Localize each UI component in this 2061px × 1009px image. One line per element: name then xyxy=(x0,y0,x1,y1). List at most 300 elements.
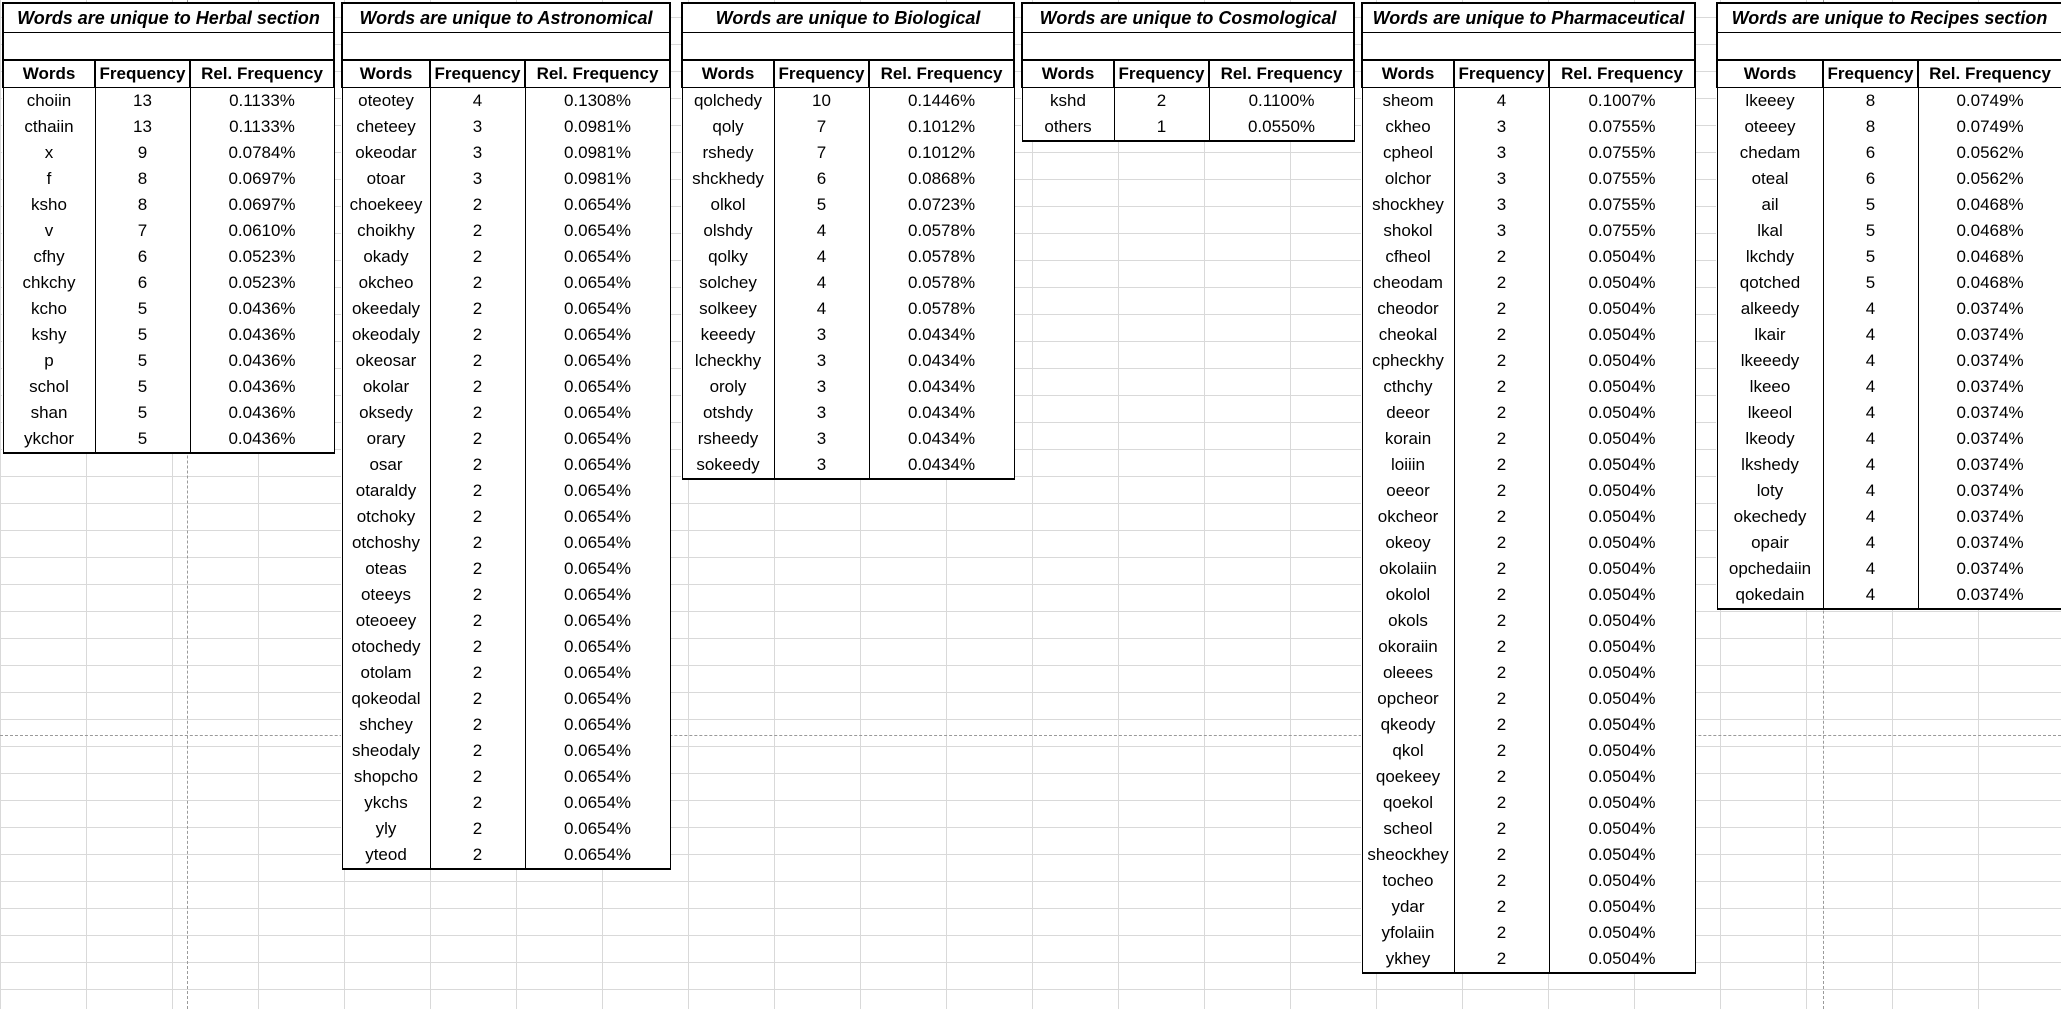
frequency-cell[interactable]: 2 xyxy=(430,192,525,218)
rel-frequency-cell[interactable]: 0.1308% xyxy=(525,88,670,115)
rel-frequency-cell[interactable]: 0.0654% xyxy=(525,478,670,504)
word-cell[interactable]: ckheo xyxy=(1362,114,1454,140)
frequency-cell[interactable]: 8 xyxy=(95,166,190,192)
word-cell[interactable]: oteeys xyxy=(342,582,430,608)
rel-frequency-cell[interactable]: 0.0436% xyxy=(190,296,334,322)
rel-frequency-cell[interactable]: 0.0504% xyxy=(1549,712,1695,738)
rel-frequency-cell[interactable]: 0.0504% xyxy=(1549,738,1695,764)
frequency-cell[interactable]: 10 xyxy=(774,88,869,115)
rel-frequency-cell[interactable]: 0.0374% xyxy=(1918,400,2061,426)
word-cell[interactable]: olchor xyxy=(1362,166,1454,192)
word-cell[interactable]: olkol xyxy=(682,192,774,218)
rel-frequency-cell[interactable]: 0.0504% xyxy=(1549,504,1695,530)
word-cell[interactable]: kcho xyxy=(3,296,95,322)
frequency-cell[interactable]: 6 xyxy=(95,244,190,270)
rel-frequency-cell[interactable]: 0.0523% xyxy=(190,270,334,296)
word-cell[interactable]: oroly xyxy=(682,374,774,400)
rel-frequency-cell[interactable]: 0.0468% xyxy=(1918,218,2061,244)
frequency-cell[interactable]: 5 xyxy=(774,192,869,218)
word-cell[interactable]: kshy xyxy=(3,322,95,348)
rel-frequency-cell[interactable]: 0.0654% xyxy=(525,452,670,478)
frequency-cell[interactable]: 1 xyxy=(1114,114,1209,141)
rel-frequency-cell[interactable]: 0.0654% xyxy=(525,842,670,869)
rel-frequency-cell[interactable]: 0.0654% xyxy=(525,634,670,660)
word-cell[interactable]: okcheor xyxy=(1362,504,1454,530)
rel-frequency-cell[interactable]: 0.0504% xyxy=(1549,348,1695,374)
frequency-cell[interactable]: 3 xyxy=(1454,218,1549,244)
rel-frequency-cell[interactable]: 0.0697% xyxy=(190,192,334,218)
word-cell[interactable]: qolchedy xyxy=(682,88,774,115)
frequency-cell[interactable]: 2 xyxy=(430,608,525,634)
frequency-cell[interactable]: 2 xyxy=(1454,504,1549,530)
rel-frequency-cell[interactable]: 0.0749% xyxy=(1918,88,2061,115)
rel-frequency-cell[interactable]: 0.0504% xyxy=(1549,322,1695,348)
word-cell[interactable]: otshdy xyxy=(682,400,774,426)
word-cell[interactable]: oteotey xyxy=(342,88,430,115)
rel-frequency-cell[interactable]: 0.0981% xyxy=(525,166,670,192)
frequency-cell[interactable]: 2 xyxy=(430,244,525,270)
frequency-cell[interactable]: 6 xyxy=(1823,166,1918,192)
frequency-cell[interactable]: 8 xyxy=(1823,88,1918,115)
blank-cell[interactable] xyxy=(342,33,670,61)
rel-frequency-cell[interactable]: 0.0654% xyxy=(525,530,670,556)
frequency-cell[interactable]: 5 xyxy=(1823,244,1918,270)
word-cell[interactable]: ail xyxy=(1717,192,1823,218)
frequency-cell[interactable]: 5 xyxy=(95,426,190,453)
rel-frequency-cell[interactable]: 0.0654% xyxy=(525,790,670,816)
frequency-cell[interactable]: 2 xyxy=(1454,400,1549,426)
frequency-cell[interactable]: 2 xyxy=(430,348,525,374)
rel-frequency-header[interactable]: Rel. Frequency xyxy=(869,60,1014,88)
blank-cell[interactable] xyxy=(1717,33,2061,61)
frequency-cell[interactable]: 2 xyxy=(1454,582,1549,608)
rel-frequency-cell[interactable]: 0.0654% xyxy=(525,426,670,452)
frequency-cell[interactable]: 3 xyxy=(430,140,525,166)
table-title[interactable]: Words are unique to Cosmological xyxy=(1022,3,1354,33)
word-cell[interactable]: sheodaly xyxy=(342,738,430,764)
frequency-cell[interactable]: 2 xyxy=(1454,608,1549,634)
word-cell[interactable]: shockhey xyxy=(1362,192,1454,218)
frequency-cell[interactable]: 5 xyxy=(1823,218,1918,244)
rel-frequency-cell[interactable]: 0.0374% xyxy=(1918,452,2061,478)
word-cell[interactable]: lkshedy xyxy=(1717,452,1823,478)
rel-frequency-cell[interactable]: 0.0654% xyxy=(525,192,670,218)
word-cell[interactable]: cheteey xyxy=(342,114,430,140)
word-cell[interactable]: okeodaly xyxy=(342,322,430,348)
rel-frequency-cell[interactable]: 0.0374% xyxy=(1918,374,2061,400)
rel-frequency-cell[interactable]: 0.0374% xyxy=(1918,478,2061,504)
rel-frequency-cell[interactable]: 0.0434% xyxy=(869,400,1014,426)
frequency-cell[interactable]: 13 xyxy=(95,114,190,140)
frequency-cell[interactable]: 4 xyxy=(1823,530,1918,556)
word-cell[interactable]: oeeor xyxy=(1362,478,1454,504)
rel-frequency-cell[interactable]: 0.0654% xyxy=(525,504,670,530)
frequency-cell[interactable]: 2 xyxy=(430,530,525,556)
frequency-cell[interactable]: 8 xyxy=(95,192,190,218)
rel-frequency-cell[interactable]: 0.0504% xyxy=(1549,894,1695,920)
frequency-cell[interactable]: 7 xyxy=(774,140,869,166)
frequency-cell[interactable]: 3 xyxy=(774,400,869,426)
frequency-cell[interactable]: 4 xyxy=(1823,556,1918,582)
word-cell[interactable]: qokedain xyxy=(1717,582,1823,609)
word-cell[interactable]: shopcho xyxy=(342,764,430,790)
rel-frequency-cell[interactable]: 0.0374% xyxy=(1918,296,2061,322)
word-cell[interactable]: okols xyxy=(1362,608,1454,634)
frequency-cell[interactable]: 2 xyxy=(430,582,525,608)
word-cell[interactable]: okeoy xyxy=(1362,530,1454,556)
rel-frequency-cell[interactable]: 0.0654% xyxy=(525,556,670,582)
word-cell[interactable]: ydar xyxy=(1362,894,1454,920)
word-cell[interactable]: others xyxy=(1022,114,1114,141)
word-cell[interactable]: cpheol xyxy=(1362,140,1454,166)
word-cell[interactable]: korain xyxy=(1362,426,1454,452)
word-cell[interactable]: qoly xyxy=(682,114,774,140)
word-cell[interactable]: qotched xyxy=(1717,270,1823,296)
frequency-cell[interactable]: 4 xyxy=(774,270,869,296)
words-header[interactable]: Words xyxy=(1717,60,1823,88)
word-cell[interactable]: lkeody xyxy=(1717,426,1823,452)
frequency-cell[interactable]: 2 xyxy=(1454,686,1549,712)
rel-frequency-cell[interactable]: 0.0504% xyxy=(1549,270,1695,296)
frequency-cell[interactable]: 2 xyxy=(1454,946,1549,973)
word-cell[interactable]: choiin xyxy=(3,88,95,115)
rel-frequency-cell[interactable]: 0.0504% xyxy=(1549,868,1695,894)
word-cell[interactable]: ykchs xyxy=(342,790,430,816)
word-cell[interactable]: yfolaiin xyxy=(1362,920,1454,946)
blank-cell[interactable] xyxy=(3,33,334,61)
rel-frequency-cell[interactable]: 0.0504% xyxy=(1549,296,1695,322)
word-cell[interactable]: qkeody xyxy=(1362,712,1454,738)
word-cell[interactable]: ykchor xyxy=(3,426,95,453)
rel-frequency-header[interactable]: Rel. Frequency xyxy=(1209,60,1354,88)
frequency-cell[interactable]: 4 xyxy=(1823,400,1918,426)
frequency-cell[interactable]: 4 xyxy=(774,296,869,322)
frequency-cell[interactable]: 4 xyxy=(1823,296,1918,322)
word-cell[interactable]: p xyxy=(3,348,95,374)
frequency-cell[interactable]: 4 xyxy=(1823,478,1918,504)
rel-frequency-cell[interactable]: 0.0697% xyxy=(190,166,334,192)
rel-frequency-cell[interactable]: 0.0374% xyxy=(1918,426,2061,452)
rel-frequency-header[interactable]: Rel. Frequency xyxy=(525,60,670,88)
frequency-header[interactable]: Frequency xyxy=(1823,60,1918,88)
rel-frequency-cell[interactable]: 0.0504% xyxy=(1549,686,1695,712)
rel-frequency-cell[interactable]: 0.0436% xyxy=(190,426,334,453)
rel-frequency-cell[interactable]: 0.0504% xyxy=(1549,608,1695,634)
rel-frequency-cell[interactable]: 0.0434% xyxy=(869,348,1014,374)
rel-frequency-cell[interactable]: 0.0868% xyxy=(869,166,1014,192)
frequency-cell[interactable]: 2 xyxy=(430,478,525,504)
rel-frequency-cell[interactable]: 0.0749% xyxy=(1918,114,2061,140)
rel-frequency-cell[interactable]: 0.0374% xyxy=(1918,504,2061,530)
rel-frequency-cell[interactable]: 0.0981% xyxy=(525,140,670,166)
word-cell[interactable]: cthchy xyxy=(1362,374,1454,400)
frequency-cell[interactable]: 4 xyxy=(1823,374,1918,400)
frequency-header[interactable]: Frequency xyxy=(430,60,525,88)
word-cell[interactable]: oteal xyxy=(1717,166,1823,192)
rel-frequency-cell[interactable]: 0.0504% xyxy=(1549,452,1695,478)
word-cell[interactable]: okechedy xyxy=(1717,504,1823,530)
word-cell[interactable]: lcheckhy xyxy=(682,348,774,374)
rel-frequency-cell[interactable]: 0.0436% xyxy=(190,322,334,348)
word-cell[interactable]: rsheedy xyxy=(682,426,774,452)
frequency-cell[interactable]: 2 xyxy=(1454,894,1549,920)
frequency-cell[interactable]: 2 xyxy=(1114,88,1209,115)
word-cell[interactable]: yly xyxy=(342,816,430,842)
word-cell[interactable]: okolol xyxy=(1362,582,1454,608)
rel-frequency-cell[interactable]: 0.0434% xyxy=(869,374,1014,400)
word-cell[interactable]: sokeedy xyxy=(682,452,774,479)
table-title[interactable]: Words are unique to Recipes section xyxy=(1717,3,2061,33)
rel-frequency-cell[interactable]: 0.0504% xyxy=(1549,842,1695,868)
frequency-cell[interactable]: 2 xyxy=(1454,478,1549,504)
blank-cell[interactable] xyxy=(1022,33,1354,61)
frequency-cell[interactable]: 2 xyxy=(430,660,525,686)
rel-frequency-cell[interactable]: 0.0654% xyxy=(525,322,670,348)
word-cell[interactable]: choikhy xyxy=(342,218,430,244)
word-cell[interactable]: qoekeey xyxy=(1362,764,1454,790)
frequency-cell[interactable]: 5 xyxy=(95,374,190,400)
rel-frequency-cell[interactable]: 0.0723% xyxy=(869,192,1014,218)
rel-frequency-cell[interactable]: 0.0654% xyxy=(525,712,670,738)
frequency-cell[interactable]: 5 xyxy=(1823,270,1918,296)
frequency-cell[interactable]: 4 xyxy=(1823,582,1918,609)
words-header[interactable]: Words xyxy=(3,60,95,88)
frequency-cell[interactable]: 5 xyxy=(1823,192,1918,218)
table-title[interactable]: Words are unique to Biological xyxy=(682,3,1014,33)
word-cell[interactable]: cfheol xyxy=(1362,244,1454,270)
blank-cell[interactable] xyxy=(1362,33,1695,61)
frequency-cell[interactable]: 7 xyxy=(774,114,869,140)
frequency-cell[interactable]: 4 xyxy=(774,244,869,270)
rel-frequency-cell[interactable]: 0.0578% xyxy=(869,218,1014,244)
rel-frequency-cell[interactable]: 0.1012% xyxy=(869,114,1014,140)
word-cell[interactable]: chedam xyxy=(1717,140,1823,166)
frequency-cell[interactable]: 5 xyxy=(95,296,190,322)
word-cell[interactable]: sheom xyxy=(1362,88,1454,115)
word-cell[interactable]: deeor xyxy=(1362,400,1454,426)
rel-frequency-cell[interactable]: 0.0436% xyxy=(190,400,334,426)
frequency-cell[interactable]: 2 xyxy=(1454,816,1549,842)
word-cell[interactable]: alkeedy xyxy=(1717,296,1823,322)
frequency-header[interactable]: Frequency xyxy=(1114,60,1209,88)
frequency-cell[interactable]: 2 xyxy=(1454,426,1549,452)
rel-frequency-cell[interactable]: 0.0504% xyxy=(1549,374,1695,400)
word-cell[interactable]: tocheo xyxy=(1362,868,1454,894)
word-cell[interactable]: lkeeey xyxy=(1717,88,1823,115)
frequency-cell[interactable]: 2 xyxy=(1454,452,1549,478)
rel-frequency-cell[interactable]: 0.0374% xyxy=(1918,582,2061,609)
word-cell[interactable]: cthaiin xyxy=(3,114,95,140)
word-cell[interactable]: choekeey xyxy=(342,192,430,218)
rel-frequency-cell[interactable]: 0.0468% xyxy=(1918,244,2061,270)
rel-frequency-cell[interactable]: 0.0578% xyxy=(869,270,1014,296)
rel-frequency-cell[interactable]: 0.0562% xyxy=(1918,166,2061,192)
frequency-cell[interactable]: 2 xyxy=(1454,764,1549,790)
word-cell[interactable]: otchoshy xyxy=(342,530,430,556)
rel-frequency-cell[interactable]: 0.0654% xyxy=(525,348,670,374)
frequency-cell[interactable]: 2 xyxy=(430,426,525,452)
frequency-cell[interactable]: 2 xyxy=(1454,296,1549,322)
word-cell[interactable]: schol xyxy=(3,374,95,400)
word-cell[interactable]: sheockhey xyxy=(1362,842,1454,868)
rel-frequency-cell[interactable]: 0.0654% xyxy=(525,816,670,842)
frequency-cell[interactable]: 6 xyxy=(1823,140,1918,166)
word-cell[interactable]: opchedaiin xyxy=(1717,556,1823,582)
frequency-cell[interactable]: 2 xyxy=(430,712,525,738)
frequency-cell[interactable]: 3 xyxy=(774,426,869,452)
word-cell[interactable]: okeodar xyxy=(342,140,430,166)
rel-frequency-cell[interactable]: 0.0468% xyxy=(1918,270,2061,296)
word-cell[interactable]: olshdy xyxy=(682,218,774,244)
word-cell[interactable]: cfhy xyxy=(3,244,95,270)
word-cell[interactable]: shan xyxy=(3,400,95,426)
word-cell[interactable]: okeedaly xyxy=(342,296,430,322)
word-cell[interactable]: chkchy xyxy=(3,270,95,296)
rel-frequency-cell[interactable]: 0.0755% xyxy=(1549,140,1695,166)
frequency-cell[interactable]: 2 xyxy=(1454,842,1549,868)
frequency-cell[interactable]: 3 xyxy=(774,374,869,400)
rel-frequency-cell[interactable]: 0.0504% xyxy=(1549,920,1695,946)
frequency-cell[interactable]: 2 xyxy=(1454,348,1549,374)
rel-frequency-header[interactable]: Rel. Frequency xyxy=(1918,60,2061,88)
rel-frequency-cell[interactable]: 0.0436% xyxy=(190,348,334,374)
frequency-cell[interactable]: 2 xyxy=(1454,634,1549,660)
rel-frequency-cell[interactable]: 0.0654% xyxy=(525,374,670,400)
rel-frequency-cell[interactable]: 0.0755% xyxy=(1549,192,1695,218)
rel-frequency-header[interactable]: Rel. Frequency xyxy=(190,60,334,88)
frequency-cell[interactable]: 9 xyxy=(95,140,190,166)
word-cell[interactable]: oksedy xyxy=(342,400,430,426)
frequency-cell[interactable]: 6 xyxy=(774,166,869,192)
rel-frequency-cell[interactable]: 0.0504% xyxy=(1549,556,1695,582)
word-cell[interactable]: lkeeo xyxy=(1717,374,1823,400)
frequency-cell[interactable]: 8 xyxy=(1823,114,1918,140)
rel-frequency-cell[interactable]: 0.0550% xyxy=(1209,114,1354,141)
rel-frequency-cell[interactable]: 0.0654% xyxy=(525,582,670,608)
rel-frequency-cell[interactable]: 0.0504% xyxy=(1549,478,1695,504)
table-title[interactable]: Words are unique to Herbal section xyxy=(3,3,334,33)
frequency-cell[interactable]: 2 xyxy=(1454,738,1549,764)
rel-frequency-cell[interactable]: 0.0523% xyxy=(190,244,334,270)
frequency-cell[interactable]: 2 xyxy=(1454,868,1549,894)
word-cell[interactable]: oteeey xyxy=(1717,114,1823,140)
table-title[interactable]: Words are unique to Astronomical xyxy=(342,3,670,33)
frequency-cell[interactable]: 2 xyxy=(430,556,525,582)
frequency-cell[interactable]: 2 xyxy=(430,374,525,400)
rel-frequency-cell[interactable]: 0.0578% xyxy=(869,244,1014,270)
rel-frequency-cell[interactable]: 0.0562% xyxy=(1918,140,2061,166)
word-cell[interactable]: orary xyxy=(342,426,430,452)
rel-frequency-cell[interactable]: 0.0654% xyxy=(525,608,670,634)
rel-frequency-cell[interactable]: 0.0374% xyxy=(1918,556,2061,582)
frequency-header[interactable]: Frequency xyxy=(774,60,869,88)
word-cell[interactable]: lkair xyxy=(1717,322,1823,348)
frequency-header[interactable]: Frequency xyxy=(95,60,190,88)
frequency-cell[interactable]: 3 xyxy=(1454,166,1549,192)
frequency-cell[interactable]: 3 xyxy=(1454,114,1549,140)
word-cell[interactable]: okcheo xyxy=(342,270,430,296)
rel-frequency-cell[interactable]: 0.0504% xyxy=(1549,244,1695,270)
word-cell[interactable]: oleees xyxy=(1362,660,1454,686)
word-cell[interactable]: qokeodal xyxy=(342,686,430,712)
rel-frequency-cell[interactable]: 0.1100% xyxy=(1209,88,1354,115)
rel-frequency-cell[interactable]: 0.0755% xyxy=(1549,114,1695,140)
rel-frequency-cell[interactable]: 0.0434% xyxy=(869,322,1014,348)
frequency-cell[interactable]: 7 xyxy=(95,218,190,244)
rel-frequency-cell[interactable]: 0.0654% xyxy=(525,738,670,764)
frequency-cell[interactable]: 2 xyxy=(430,218,525,244)
frequency-cell[interactable]: 5 xyxy=(95,400,190,426)
rel-frequency-cell[interactable]: 0.0784% xyxy=(190,140,334,166)
frequency-cell[interactable]: 2 xyxy=(430,816,525,842)
frequency-cell[interactable]: 2 xyxy=(1454,712,1549,738)
frequency-cell[interactable]: 2 xyxy=(430,842,525,869)
word-cell[interactable]: keeedy xyxy=(682,322,774,348)
rel-frequency-cell[interactable]: 0.0504% xyxy=(1549,400,1695,426)
frequency-cell[interactable]: 2 xyxy=(1454,660,1549,686)
frequency-cell[interactable]: 4 xyxy=(1823,504,1918,530)
word-cell[interactable]: osar xyxy=(342,452,430,478)
word-cell[interactable]: shchey xyxy=(342,712,430,738)
word-cell[interactable]: shokol xyxy=(1362,218,1454,244)
rel-frequency-cell[interactable]: 0.0504% xyxy=(1549,660,1695,686)
frequency-cell[interactable]: 2 xyxy=(430,738,525,764)
word-cell[interactable]: x xyxy=(3,140,95,166)
rel-frequency-cell[interactable]: 0.0654% xyxy=(525,296,670,322)
frequency-cell[interactable]: 2 xyxy=(430,400,525,426)
rel-frequency-cell[interactable]: 0.0755% xyxy=(1549,166,1695,192)
rel-frequency-cell[interactable]: 0.0434% xyxy=(869,426,1014,452)
frequency-cell[interactable]: 2 xyxy=(430,790,525,816)
frequency-cell[interactable]: 4 xyxy=(1823,348,1918,374)
frequency-cell[interactable]: 3 xyxy=(1454,140,1549,166)
word-cell[interactable]: okolar xyxy=(342,374,430,400)
rel-frequency-cell[interactable]: 0.0654% xyxy=(525,218,670,244)
frequency-cell[interactable]: 2 xyxy=(1454,244,1549,270)
rel-frequency-cell[interactable]: 0.1007% xyxy=(1549,88,1695,115)
word-cell[interactable]: lkal xyxy=(1717,218,1823,244)
rel-frequency-cell[interactable]: 0.0654% xyxy=(525,244,670,270)
frequency-cell[interactable]: 2 xyxy=(430,296,525,322)
rel-frequency-cell[interactable]: 0.0504% xyxy=(1549,634,1695,660)
frequency-header[interactable]: Frequency xyxy=(1454,60,1549,88)
word-cell[interactable]: okolaiin xyxy=(1362,556,1454,582)
frequency-cell[interactable]: 3 xyxy=(774,322,869,348)
rel-frequency-cell[interactable]: 0.0504% xyxy=(1549,530,1695,556)
word-cell[interactable]: lkchdy xyxy=(1717,244,1823,270)
word-cell[interactable]: qoekol xyxy=(1362,790,1454,816)
rel-frequency-cell[interactable]: 0.1012% xyxy=(869,140,1014,166)
frequency-cell[interactable]: 2 xyxy=(1454,556,1549,582)
word-cell[interactable]: f xyxy=(3,166,95,192)
frequency-cell[interactable]: 2 xyxy=(1454,270,1549,296)
word-cell[interactable]: qkol xyxy=(1362,738,1454,764)
words-header[interactable]: Words xyxy=(342,60,430,88)
rel-frequency-cell[interactable]: 0.0654% xyxy=(525,764,670,790)
word-cell[interactable]: yteod xyxy=(342,842,430,869)
frequency-cell[interactable]: 2 xyxy=(430,686,525,712)
word-cell[interactable]: otoar xyxy=(342,166,430,192)
frequency-cell[interactable]: 3 xyxy=(774,348,869,374)
frequency-cell[interactable]: 2 xyxy=(1454,530,1549,556)
rel-frequency-cell[interactable]: 0.0504% xyxy=(1549,946,1695,973)
words-header[interactable]: Words xyxy=(682,60,774,88)
word-cell[interactable]: scheol xyxy=(1362,816,1454,842)
frequency-cell[interactable]: 2 xyxy=(1454,322,1549,348)
word-cell[interactable]: oteoeey xyxy=(342,608,430,634)
rel-frequency-cell[interactable]: 0.0981% xyxy=(525,114,670,140)
word-cell[interactable]: rshedy xyxy=(682,140,774,166)
